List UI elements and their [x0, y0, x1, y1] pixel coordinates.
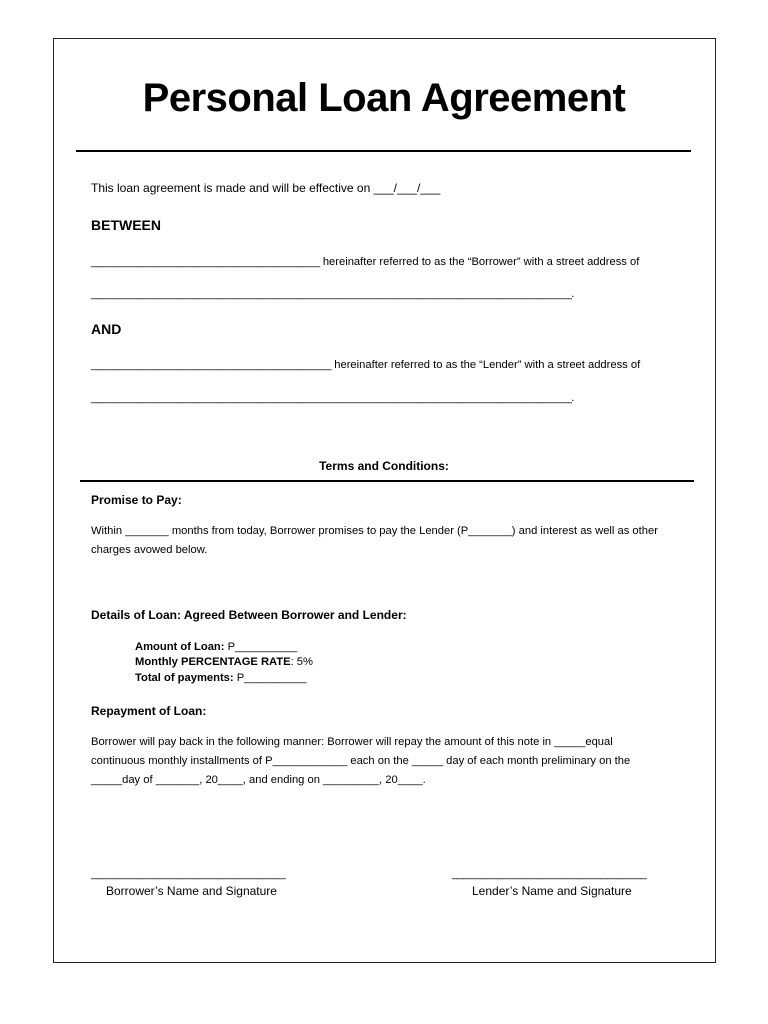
- effective-date-line: [91, 181, 440, 195]
- document-title: Personal Loan Agreement: [142, 76, 626, 120]
- borrower-line: [91, 256, 639, 268]
- repayment-line-1: Borrower will pay back in the following manner: Borrower will repay the amount of this note in _____equal: [91, 736, 613, 748]
- details-heading: Details of Loan: Agreed Between Borrower and Lender:: [91, 608, 407, 622]
- total-of-payments: [135, 672, 306, 684]
- borrower-name-blank[interactable]: ________________________________________: [91, 256, 320, 268]
- amount-label: Amount of Loan:: [135, 641, 225, 653]
- lender-signature-line[interactable]: __________________________________: [452, 868, 647, 880]
- lender-line: [91, 359, 640, 371]
- borrower-address-blank[interactable]: ____________________________________________________________________________________.: [91, 288, 574, 300]
- effective-date-blank[interactable]: ___/___/___: [373, 181, 441, 195]
- lender-signature-label: Lender’s Name and Signature: [472, 884, 632, 898]
- terms-heading: Terms and Conditions:: [319, 459, 449, 473]
- promise-line-1: Within _______ months from today, Borrower promises to pay the Lender (P_______) and interest as well as other: [91, 525, 658, 537]
- repayment-line-2: continuous monthly installments of P____________ each on the _____ day of each month preliminary on the: [91, 755, 631, 767]
- monthly-rate: [135, 656, 313, 668]
- amount-of-loan: [135, 641, 297, 653]
- borrower-signature-label: Borrower’s Name and Signature: [106, 884, 277, 898]
- repayment-heading: Repayment of Loan:: [91, 704, 207, 718]
- rate-label: Monthly PERCENTAGE RATE: [135, 656, 291, 668]
- promise-line-2: charges avowed below.: [91, 544, 208, 556]
- lender-address-blank[interactable]: ____________________________________________________________________________________.: [91, 392, 574, 404]
- borrower-text: hereinafter referred to as the “Borrower” with a street address of: [322, 256, 640, 268]
- lender-text: hereinafter referred to as the “Lender” with a street address of: [334, 359, 641, 371]
- repayment-line-3: _____day of _______, 20____, and ending on _________, 20____.: [91, 774, 426, 786]
- promise-heading: Promise to Pay:: [91, 493, 182, 507]
- rate-value: : 5%: [290, 656, 313, 668]
- lender-name-blank[interactable]: __________________________________________: [91, 359, 332, 371]
- borrower-signature-line[interactable]: __________________________________: [91, 868, 286, 880]
- title-divider: [76, 150, 691, 152]
- effective-date-text: This loan agreement is made and will be effective on: [91, 181, 371, 195]
- and-heading: AND: [91, 321, 122, 337]
- total-label: Total of payments:: [135, 672, 234, 684]
- between-heading: BETWEEN: [91, 217, 161, 233]
- amount-value[interactable]: P__________: [227, 641, 298, 653]
- terms-divider: [80, 480, 694, 482]
- total-value[interactable]: P__________: [236, 672, 307, 684]
